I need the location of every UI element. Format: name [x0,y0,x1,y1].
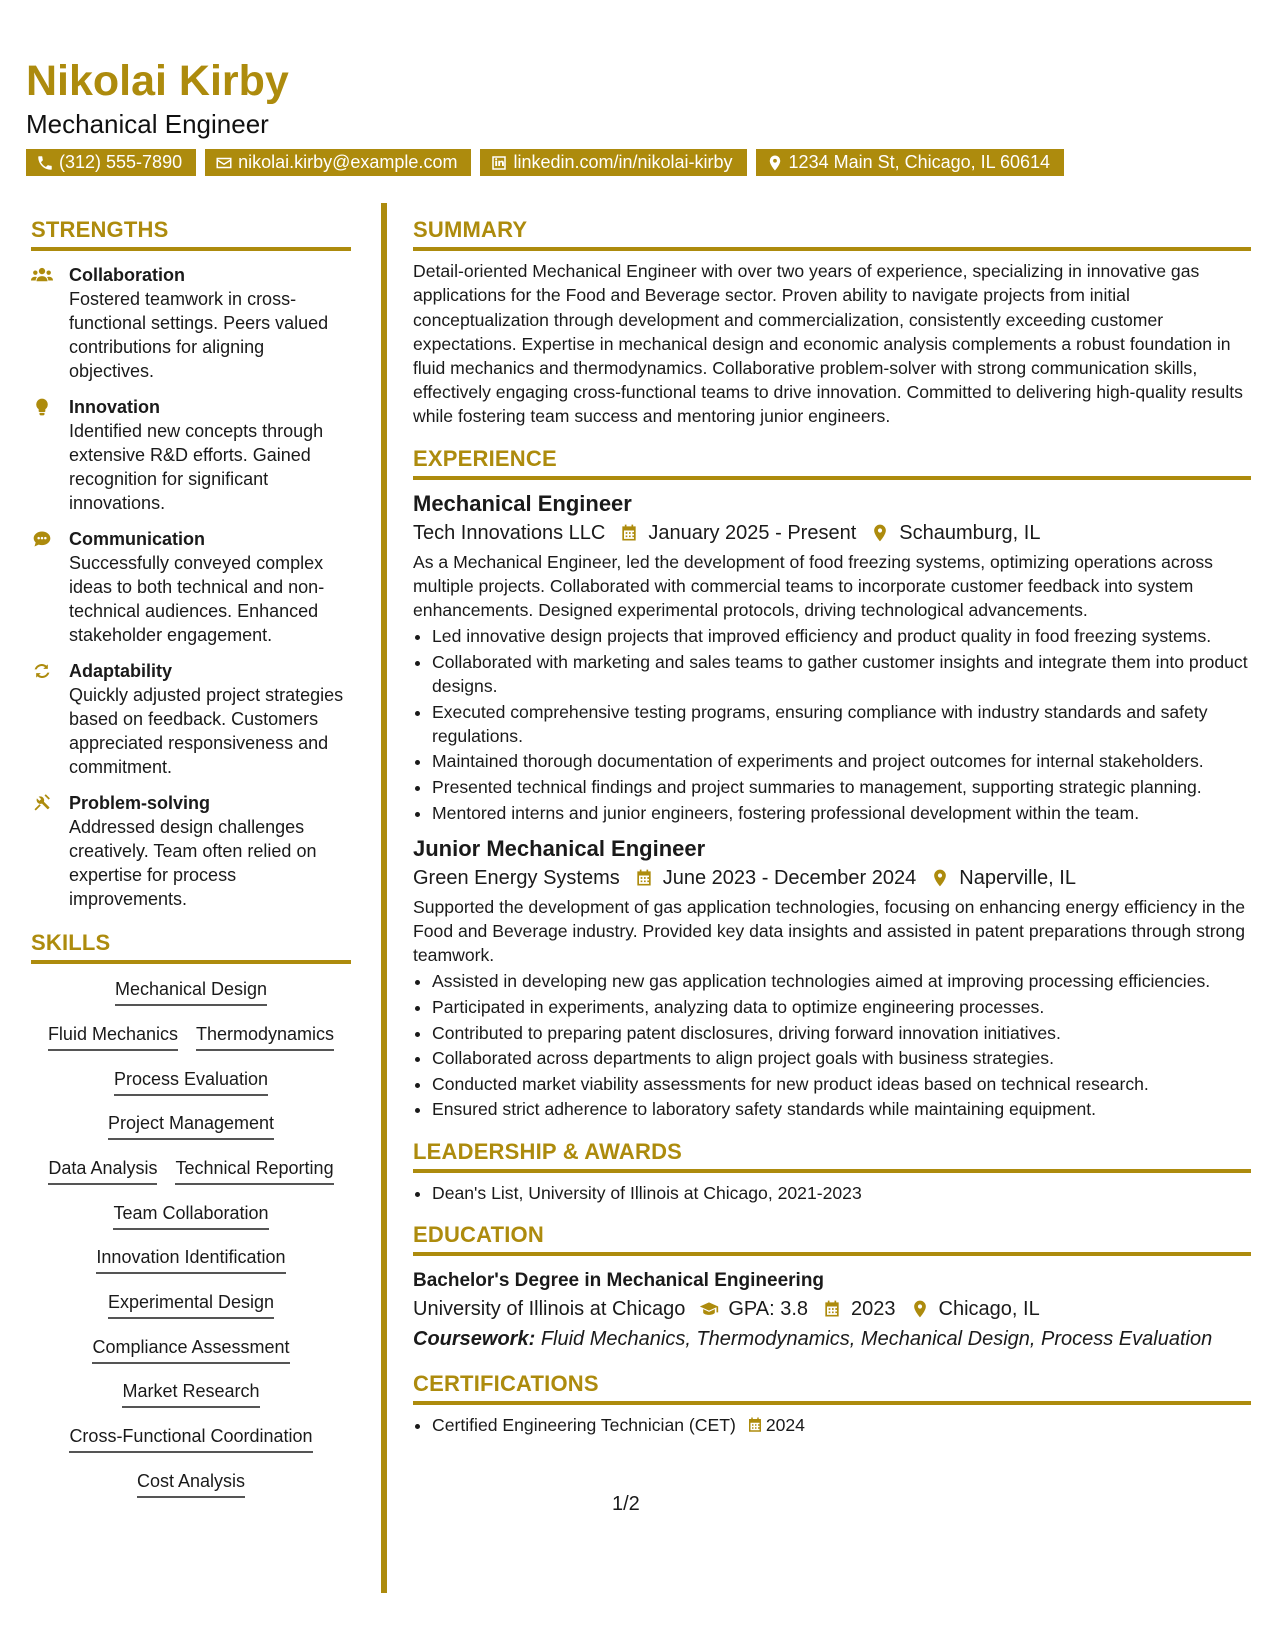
skills-list [31,978,351,1514]
calendar-icon [746,1416,764,1434]
job-location: Naperville, IL [959,866,1076,889]
strength-name: Problem-solving [69,793,211,814]
column-divider [381,203,387,1593]
strength-name: Adaptability [69,661,173,682]
contact-email-text: nikolai.kirby@example.com [238,152,458,172]
calendar-icon [634,868,654,888]
candidate-name: Nikolai Kirby [26,57,289,105]
contact-linkedin-text: linkedin.com/in/nikolai-kirby [513,152,733,172]
coursework [413,1324,1251,1354]
list-item: • Executed comprehensive testing programs, ensuring compliance with industry standards and safety regulations. [432,700,1251,748]
map-pin-icon [766,154,784,172]
skill-tag: Fluid Mechanics [48,1023,178,1051]
strength-desc: Identified new concepts through extensive R&D efforts. Gained recognition for significant innovations. [69,421,324,514]
contact-address-text: 1234 Main St, Chicago, IL 60614 [788,152,1051,172]
job-bullets [413,969,1251,1121]
strength-name: Collaboration [69,265,185,286]
list-item: • Dean's List, University of Illinois at Chicago, 2021-2023 [432,1181,1251,1205]
summary-text: Detail-oriented Mechanical Engineer with over two years of experience, specializing in innovative gas applications for the Food and Beverage sector. Proven ability to navigate projects from initial conceptualization through development and commercialization, consistently exceeding customer expectations. Expertise in mechanical design and economic analysis complements a robust foundation in fluid mechanics and thermodynamics. Collaborative problem-solver with strong communication skills, effectively engaging cross-functional teams to drive innovation. Committed to delivering high-quality results while fostering team success and mentoring junior engineers. [413,261,1243,427]
contact-bar [26,149,1249,176]
lightbulb-icon [31,397,53,417]
job-description: Supported the development of gas application technologies, focusing on enhancing energy efficiency in the Food and Beverage industry. Provided key data insights and assisted in patent preparations through strong teamwork. [413,896,1246,966]
strength-item [31,791,351,911]
contact-email[interactable] [205,149,471,176]
map-pin-icon [910,1299,930,1319]
strength-desc: Successfully conveyed complex ideas to both technical and non-technical audiences. Enhanced stakeholder engagement. [69,553,325,646]
speech-bubble-icon [31,529,53,549]
skill-tag: Project Management [108,1112,274,1140]
skill-tag: Technical Reporting [175,1157,333,1185]
list-item: • Maintained thorough documentation of experiments and project outcomes for internal stakeholders. [432,749,1251,773]
skill-tag: Cross-Functional Coordination [69,1425,312,1453]
strength-desc: Fostered teamwork in cross-functional settings. Peers valued contributions for aligning objectives. [69,289,329,382]
job-entry [413,490,1251,825]
strength-name: Innovation [69,397,160,418]
skill-tag: Process Evaluation [114,1068,268,1096]
list-item: • Collaborated with marketing and sales teams to gather customer insights and integrate them into product designs. [432,650,1251,698]
job-bullets [413,624,1251,825]
strength-name: Communication [69,529,206,550]
job-description: As a Mechanical Engineer, led the development of food freezing systems, optimizing operations across multiple projects. Collaborated with commercial teams to incorporate customer feedback into system enhancements. Designed experimental protocols, driving technological advancements. [413,551,1213,621]
school-name: University of Illinois at Chicago [413,1297,686,1320]
skill-tag: Experimental Design [108,1291,274,1319]
job-title: Junior Mechanical Engineer [413,835,706,861]
cert-year: 2024 [765,1415,805,1436]
job-dates: January 2025 - Present [648,521,857,544]
degree-title: Bachelor's Degree in Mechanical Engineering [413,1269,825,1291]
envelope-icon [215,154,233,172]
users-icon [31,265,53,285]
contact-phone-text: (312) 555-7890 [59,152,183,172]
map-pin-icon [870,523,890,543]
experience-heading: EXPERIENCE [413,447,1251,480]
skill-tag: Innovation Identification [96,1246,285,1274]
list-item: • Conducted market viability assessments for new product ideas based on technical research. [432,1072,1251,1096]
strength-item [31,395,351,515]
education-heading: EDUCATION [413,1223,1251,1256]
job-dates: June 2023 - December 2024 [662,866,917,889]
list-item: • Led innovative design projects that improved efficiency and product quality in food freezing systems. [432,624,1251,648]
strength-item [31,527,351,647]
skills-heading: SKILLS [31,931,351,964]
tools-icon [31,793,53,813]
list-item: • Mentored interns and junior engineers, fostering professional development within the team. [432,801,1251,825]
certifications-heading: CERTIFICATIONS [413,1372,1251,1405]
strength-desc: Addressed design challenges creatively. Team often relied on expertise for process improvements. [69,817,317,910]
list-item: • Collaborated across departments to align project goals with business strategies. [432,1046,1251,1070]
list-item: • Contributed to preparing patent disclosures, driving forward innovation initiatives. [432,1021,1251,1045]
list-item: • Assisted in developing new gas application technologies aimed at improving processing efficiencies. [432,969,1251,993]
skill-tag: Market Research [122,1380,259,1408]
job-meta [413,863,1251,893]
resume-header [26,57,1249,176]
strength-item [31,263,351,383]
job-meta [413,518,1251,548]
education-meta [413,1294,1251,1324]
refresh-icon [31,661,53,681]
candidate-title: Mechanical Engineer [26,109,269,139]
graduation-year: 2023 [851,1297,896,1320]
leadership-list [413,1181,1251,1205]
job-company: Green Energy Systems [413,866,620,889]
calendar-icon [619,523,639,543]
skill-tag: Mechanical Design [115,978,267,1006]
job-title: Mechanical Engineer [413,490,632,516]
sidebar [31,218,351,1514]
main-column [413,218,1251,1439]
linkedin-icon [490,154,508,172]
job-location: Schaumburg, IL [899,521,1041,544]
coursework-text: Fluid Mechanics, Thermodynamics, Mechanical Design, Process Evaluation [540,1327,1213,1350]
list-item: • Ensured strict adherence to laboratory safety standards while maintaining equipment. [432,1097,1251,1121]
certifications-list [413,1413,1251,1437]
strengths-heading: STRENGTHS [31,218,351,251]
school-location: Chicago, IL [938,1297,1040,1320]
skill-tag: Data Analysis [48,1157,157,1185]
contact-address[interactable] [756,149,1065,176]
coursework-label: Coursework: [413,1327,536,1350]
skill-tag: Thermodynamics [196,1023,334,1051]
job-company: Tech Innovations LLC [413,521,606,544]
list-item: • Participated in experiments, analyzing data to optimize engineering processes. [432,995,1251,1019]
phone-icon [36,154,54,172]
contact-linkedin[interactable] [480,149,746,176]
strength-item [31,659,351,779]
list-item [432,1413,1251,1437]
map-pin-icon [930,868,950,888]
summary-heading: SUMMARY [413,218,1251,251]
gpa: GPA: 3.8 [728,1297,809,1320]
graduation-cap-icon [699,1299,719,1319]
page-number: 1/2 [612,1493,640,1515]
calendar-icon [822,1299,842,1319]
skill-tag: Compliance Assessment [92,1336,289,1364]
strength-desc: Quickly adjusted project strategies based on feedback. Customers appreciated responsiveness and commitment. [69,685,344,778]
skill-tag: Cost Analysis [137,1470,245,1498]
skill-tag: Team Collaboration [113,1202,268,1230]
list-item: • Presented technical findings and project summaries to management, supporting strategic planning. [432,775,1251,799]
job-entry [413,835,1251,1122]
leadership-heading: LEADERSHIP & AWARDS [413,1140,1251,1173]
contact-phone[interactable] [26,149,196,176]
cert-name: • Certified Engineering Technician (CET) [432,1415,736,1436]
